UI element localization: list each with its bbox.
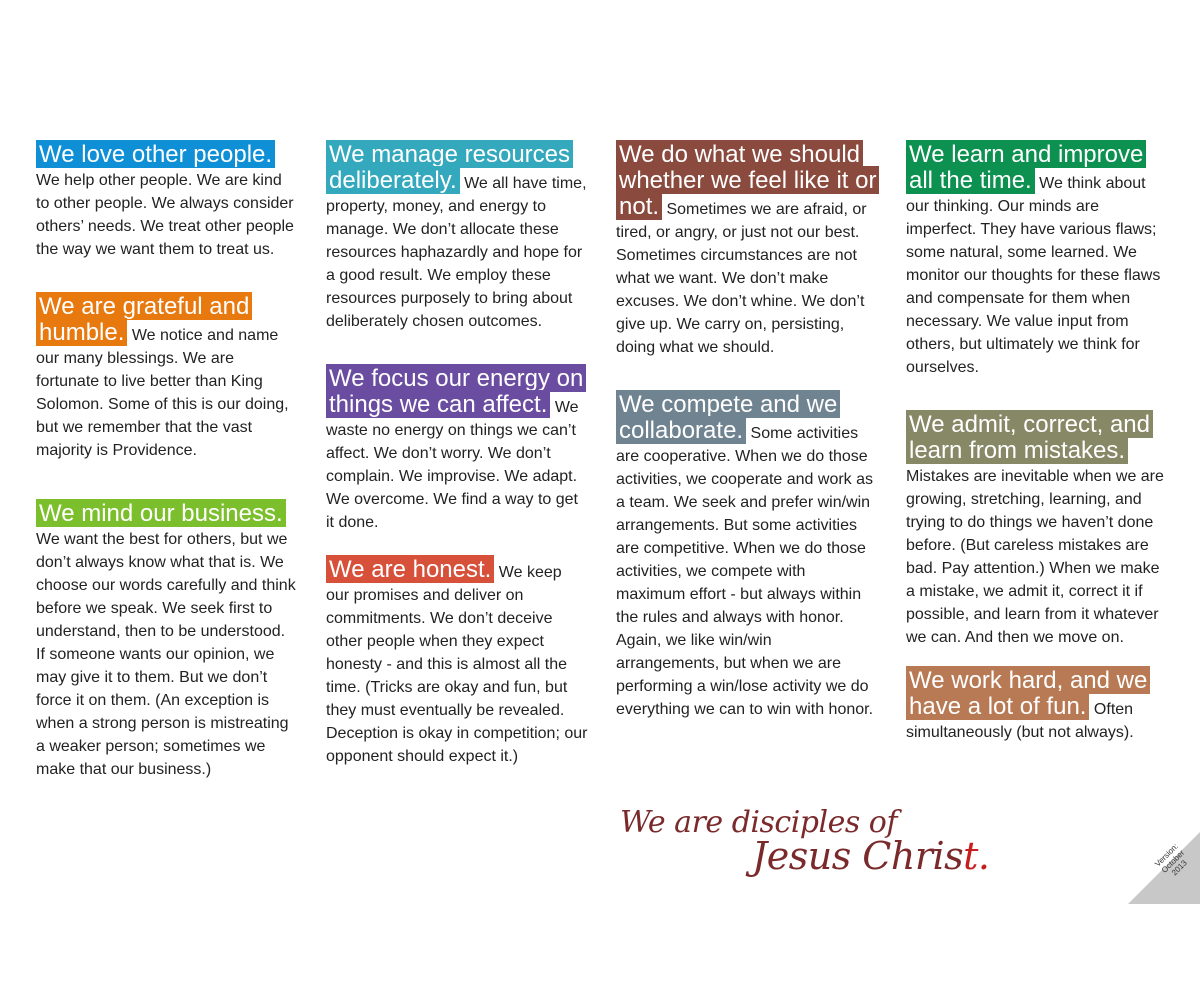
principle-body: Some activities are cooperative. When we do those activities, we cooperate and work as a team. We seek and prefer win/win arrangements. But some activities are competitive. When we do those activities, we compete with maximum effort - but always within the rules and always with honor. Again, we like win/win arrangements, but when we are performing a win/lose activity we do everything we can to win with honor. [616,425,874,718]
principle-heading: We are honest. [326,555,494,583]
principle-resources [326,143,588,333]
principle-compete-collaborate [616,393,878,721]
column-4 [906,143,1168,744]
principle-body: We think about our thinking. Our minds are imperfect. They have various flaws; some natural, some learned. We monitor our thoughts for these flaws and compensate for them when necessary. We value input from others, but ultimately we think for ourselves. [906,175,1161,376]
principle-mind-business [36,502,298,781]
principle-heading: We learn and improve all the time. [906,140,1146,194]
tagline-line1: We are disciples of [620,805,897,840]
principle-learn-improve [906,143,1168,379]
tagline-jesus-christ: Jesus Chris [752,834,964,878]
principle-heading: We work hard, and we have a lot of fun. [906,666,1150,720]
principle-heading: We focus our energy on things we can affect. [326,364,586,418]
version-label: Version: October 2013 [1153,841,1189,878]
principle-body: Mistakes are inevitable when we are growing, stretching, learning, and trying to do things we haven’t done before. (But careless mistakes are bad. Pay attention.) When we make a mistake, we admit it, correct it if possible, and learn from it whatever we can. And then we move on. [906,468,1164,646]
principle-work-hard [906,669,1168,744]
principle-body: Often simultaneously (but not always). [906,701,1134,741]
tagline-line2 [752,834,990,878]
principle-do-what-we-should [616,143,878,359]
principle-grateful [36,295,298,462]
principle-love [36,143,298,261]
principle-body: We want the best for others, but we don’t always know what that is. We choose our words carefully and think before we speak. We seek first to understand, then to be understood. If someone wants our opinion, we may give it to them. But we don’t force it on them. (An exception is when a strong person is mistreating a weaker person; sometimes we make that our business.) [36,531,296,778]
principle-heading: We admit, correct, and learn from mistakes. [906,410,1153,464]
principle-honest [326,558,588,768]
principle-body: We waste no energy on things we can’t affect. We don’t worry. We don’t complain. We improvise. We adapt. We overcome. We find a way to get it done. [326,399,579,531]
principle-heading: We manage resources deliberately. [326,140,573,194]
column-2 [326,143,588,768]
principle-focus-energy [326,367,588,534]
principle-heading: We compete and we collaborate. [616,390,840,444]
cross-t-icon: t. [963,834,990,878]
principle-heading: We love other people. [36,140,275,168]
column-3 [616,143,878,721]
column-1 [36,143,298,781]
principle-body: We help other people. We are kind to other people. We always consider others’ needs. We treat other people the way we want them to treat us. [36,172,294,258]
principle-mistakes [906,413,1168,649]
principle-heading: We do what we should whether we feel like it or not. [616,140,879,220]
principle-body: We keep our promises and deliver on commitments. We don’t deceive other people when they expect honesty - and this is almost all the time. (Tricks are okay and fun, but they must eventually be revealed. Deception is okay in competition; our opponent should expect it.) [326,564,588,765]
principle-heading: We mind our business. [36,499,286,527]
principle-body: We all have time, property, money, and energy to manage. We don’t allocate these resources haphazardly and hope for a good result. We employ these resources purposely to bring about deliberately chosen outcomes. [326,175,587,330]
principle-body: Sometimes we are afraid, or tired, or angry, or just not our best. Sometimes circumstances are not what we want. We don’t make excuses. We don’t whine. We don’t give up. We carry on, persisting, doing what we should. [616,201,867,356]
principle-body: We notice and name our many blessings. We are fortunate to live better than King Solomon. Some of this is our doing, but we remember that the vast majority is Providence. [36,327,289,459]
principle-heading: We are grateful and humble. [36,292,252,346]
